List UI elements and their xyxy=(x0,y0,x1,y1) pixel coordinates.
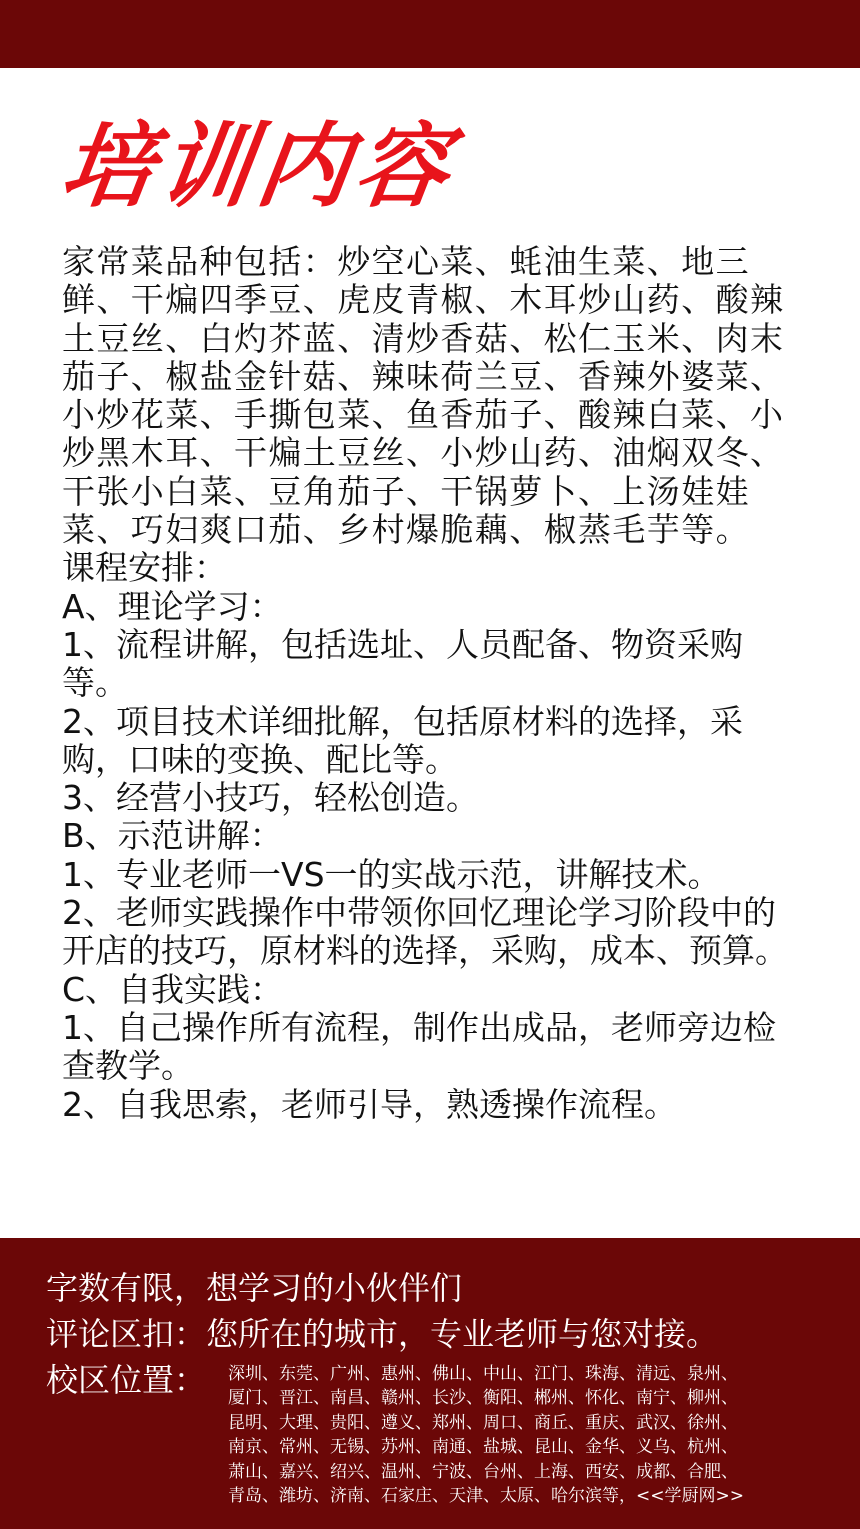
campus-list-line: 昆明、大理、贵阳、遵义、郑州、周口、商丘、重庆、武汉、徐州、 xyxy=(228,1412,738,1433)
campus-list-line: 南京、常州、无锡、苏州、南通、盐城、昆山、金华、义乌、杭州、 xyxy=(228,1437,738,1458)
course-content xyxy=(62,243,802,1124)
campus-list-line: 厦门、晋江、南昌、赣州、长沙、衡阳、郴州、怀化、南宁、柳州、 xyxy=(228,1388,738,1409)
section-a-item: 3、经营小技巧，轻松创造。 xyxy=(62,778,479,818)
schedule-heading: 课程安排： xyxy=(62,548,227,588)
page-title: 培训内容 xyxy=(54,113,462,220)
campus-list-line: 深圳、东莞、广州、惠州、佛山、中山、江门、珠海、清远、泉州、 xyxy=(228,1364,738,1384)
section-a-item: 1、流程讲解，包括选址、人员配备、物资采购等。 xyxy=(62,624,743,703)
campus-list xyxy=(228,1362,828,1508)
campus-label: 校区位置： xyxy=(46,1361,207,1399)
section-c-heading: C、自我实践： xyxy=(62,969,284,1009)
section-b-item: 1、专业老师一VS一的实战示范，讲解技术。 xyxy=(62,854,721,894)
footer-line-limited: 字数有限，想学习的小伙伴们 xyxy=(46,1269,463,1307)
top-banner xyxy=(0,0,860,68)
dish-list-paragraph: 家常菜品种包括：炒空心菜、蚝油生菜、地三鲜、干煸四季豆、虎皮青椒、木耳炒山药、酸辣土豆丝、白灼芥蓝、清炒香菇、松仁玉米、肉末茄子、椒盐金针菇、辣味荷兰豆、香辣外婆菜、小炒花菜、手撕包菜、鱼香茄子、酸辣白菜、小炒黑木耳、干煸土豆丝、小炒山药、油焖双冬、干张小白菜、豆角茄子、干锅萝卜、上汤娃娃菜、巧妇爽口茄、乡村爆脆藕、椒蒸毛芋等。 xyxy=(62,242,785,550)
section-c-item: 2、自我思索，老师引导，熟透操作流程。 xyxy=(62,1084,677,1124)
campus-list-line: 青岛、潍坊、济南、石家庄、天津、太原、哈尔滨等，<<学厨网>> xyxy=(228,1486,744,1507)
section-c-item: 1、自己操作所有流程，制作出成品，老师旁边检查教学。 xyxy=(62,1007,776,1086)
footer-line-comment: 评论区扣：您所在的城市，专业老师与您对接。 xyxy=(46,1315,719,1353)
footer-banner xyxy=(0,1238,860,1529)
campus-list-line: 萧山、嘉兴、绍兴、温州、宁波、台州、上海、西安、成都、合肥、 xyxy=(228,1461,738,1482)
section-a-item: 2、项目技术详细批解，包括原材料的选择，采购，口味的变换、配比等。 xyxy=(62,701,743,779)
section-b-heading: B、示范讲解： xyxy=(62,816,283,856)
section-b-item: 2、老师实践操作中带领你回忆理论学习阶段中的开店的技巧，原材料的选择，采购，成本、预算。 xyxy=(62,893,788,971)
section-a-heading: A、理论学习： xyxy=(62,586,283,626)
